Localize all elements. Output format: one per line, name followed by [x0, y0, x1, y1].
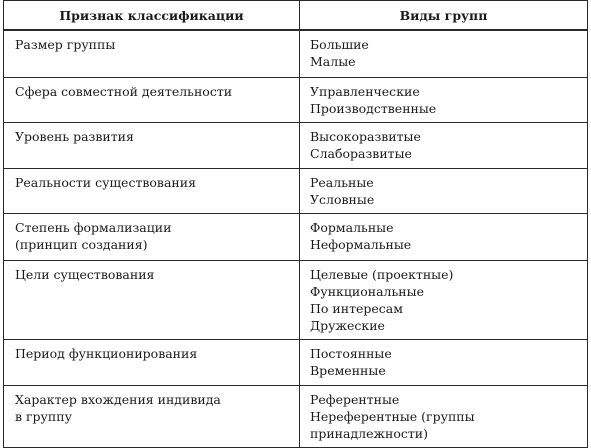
table-row	[4, 30, 588, 77]
criterion-text: Период функционирования	[15, 345, 198, 361]
criterion-cell	[4, 339, 300, 385]
criterion-cell	[4, 168, 300, 213]
group-type-text: Референтные	[310, 391, 400, 407]
criterion-cell	[4, 213, 300, 260]
group-types-cell	[300, 385, 588, 447]
group-types-cell	[300, 260, 588, 339]
group-type-text: Формальные	[310, 219, 394, 235]
criterion-cell	[4, 385, 300, 447]
criterion-cell	[4, 77, 300, 122]
table-row	[4, 213, 588, 260]
criterion-text: Цели существования	[15, 266, 155, 282]
group-type-text: принадлежности)	[310, 425, 428, 441]
document-page	[3, 0, 587, 448]
group-type-text: Слаборазвитые	[310, 145, 412, 161]
criterion-cell	[4, 122, 300, 168]
criterion-text: Характер вхождения индивида	[15, 391, 221, 407]
header-group-types: Виды групп	[300, 1, 588, 31]
group-type-text: Высокоразвитые	[310, 128, 421, 144]
group-type-text: Реальные	[310, 174, 374, 190]
table-row	[4, 260, 588, 339]
criterion-text: Степень формализации	[15, 219, 172, 235]
criterion-text: (принцип создания)	[15, 236, 148, 252]
header-criterion: Признак классификации	[4, 1, 300, 31]
table-row	[4, 122, 588, 168]
group-type-text: Неформальные	[310, 236, 412, 252]
group-types-cell	[300, 168, 588, 213]
group-type-text: Большие	[310, 37, 369, 52]
table-header	[4, 1, 588, 31]
table-row	[4, 77, 588, 122]
criterion-text: Сфера совместной деятельности	[15, 83, 233, 99]
table-row	[4, 168, 588, 213]
group-types-cell	[300, 30, 588, 77]
group-type-text: Малые	[310, 54, 356, 69]
group-types-cell	[300, 77, 588, 122]
group-classification-table	[3, 0, 588, 448]
header-row	[4, 1, 588, 31]
group-type-text: Условные	[310, 191, 375, 207]
criterion-text: Реальности существования	[15, 174, 196, 190]
criterion-text: Размер группы	[15, 37, 116, 52]
group-type-text: По интересам	[310, 300, 403, 316]
group-type-text: Дружеские	[310, 317, 385, 333]
table-row	[4, 385, 588, 447]
table-body	[4, 30, 588, 447]
group-type-text: Постоянные	[310, 345, 392, 361]
criterion-text: в группу	[15, 408, 72, 424]
table-row	[4, 339, 588, 385]
group-types-cell	[300, 122, 588, 168]
group-types-cell	[300, 339, 588, 385]
group-type-text: Целевые (проектные)	[310, 266, 454, 282]
group-type-text: Функциональные	[310, 283, 424, 299]
group-type-text: Нереферентные (группы	[310, 408, 475, 424]
group-type-text: Управленческие	[310, 83, 420, 99]
group-type-text: Временные	[310, 362, 386, 378]
group-types-cell	[300, 213, 588, 260]
group-type-text: Производственные	[310, 100, 437, 116]
criterion-text: Уровень развития	[15, 128, 134, 144]
criterion-cell	[4, 260, 300, 339]
criterion-cell	[4, 30, 300, 77]
